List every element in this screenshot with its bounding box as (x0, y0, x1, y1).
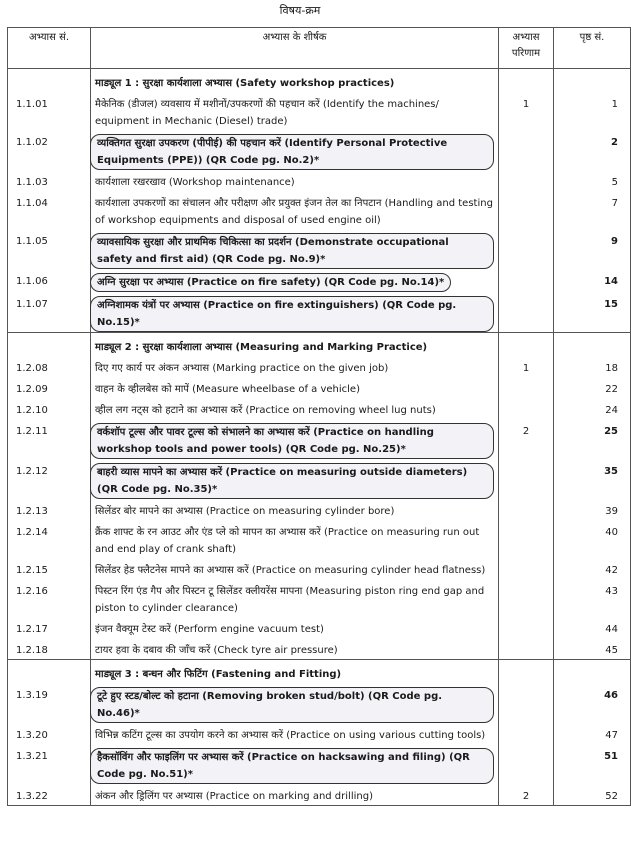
exercise-title (91, 499, 499, 520)
exercise-page: 18 (554, 356, 631, 377)
exercise-number: 1.1.02 (8, 130, 91, 170)
exercise-outcome (499, 229, 554, 269)
exercise-page: 14 (554, 269, 631, 292)
exercise-outcome (499, 377, 554, 398)
table-row (8, 558, 631, 579)
table-row (8, 356, 631, 377)
table-row (8, 130, 631, 170)
table-row (8, 579, 631, 617)
header-page-no: पृष्ठ सं. (554, 28, 631, 69)
module-row (8, 333, 631, 357)
exercise-number: 1.2.10 (8, 398, 91, 419)
exercise-title-text: दिए गए कार्य पर अंकन अभ्यास (Marking practice on the given job) (95, 363, 389, 374)
exercise-title (91, 292, 499, 333)
exercise-number: 1.1.06 (8, 269, 91, 292)
exercise-number: 1.3.21 (8, 744, 91, 784)
exercise-outcome: 1 (499, 92, 554, 130)
module-title: माड्यूल 2 : सुरक्षा कार्यशाला अभ्यास (Measuring and Marking Practice) (91, 333, 499, 357)
exercise-number: 1.1.04 (8, 191, 91, 229)
exercise-number: 1.2.14 (8, 520, 91, 558)
contents-body (8, 69, 631, 806)
table-row (8, 520, 631, 558)
exercise-page: 2 (554, 130, 631, 170)
module-title: माड्यूल 1 : सुरक्षा कार्यशाला अभ्यास (Safety workshop practices) (91, 69, 499, 93)
exercise-page: 5 (554, 170, 631, 191)
table-row (8, 170, 631, 191)
table-row (8, 398, 631, 419)
exercise-page: 9 (554, 229, 631, 269)
exercise-title-text: पिस्टन रिंग एंड गैप और पिस्टन टू सिलेंडर क्लीयरेंस मापना (Measuring piston ring end gap and piston to cylinder clearance) (95, 586, 485, 614)
exercise-page: 47 (554, 723, 631, 744)
exercise-title-text: मैकेनिक (डीजल) व्यवसाय में मशीनों/उपकरणों की पहचान करें (Identify the machines/ equipment in Mechanic (Diesel) trade) (95, 99, 439, 127)
header-row (8, 28, 631, 69)
table-row (8, 92, 631, 130)
exercise-title (91, 419, 499, 459)
exercise-outcome (499, 744, 554, 784)
table-row (8, 229, 631, 269)
exercise-number: 1.1.05 (8, 229, 91, 269)
exercise-number: 1.2.16 (8, 579, 91, 617)
exercise-page: 24 (554, 398, 631, 419)
page-title: विषय-क्रम (279, 4, 321, 17)
table-row (8, 191, 631, 229)
exercise-page: 43 (554, 579, 631, 617)
table-row (8, 499, 631, 520)
exercise-title (91, 638, 499, 660)
exercise-outcome (499, 558, 554, 579)
exercise-title-text: वाहन के व्हीलबेस को मापें (Measure wheelbase of a vehicle) (95, 384, 360, 395)
exercise-title (91, 683, 499, 723)
exercise-outcome (499, 398, 554, 419)
exercise-title-text: सिलेंडर बोर मापने का अभ्यास (Practice on measuring cylinder bore) (95, 506, 395, 517)
exercise-outcome (499, 269, 554, 292)
exercise-page: 40 (554, 520, 631, 558)
exercise-number: 1.3.20 (8, 723, 91, 744)
exercise-page: 22 (554, 377, 631, 398)
exercise-title-text: विभिन्न कटिंग टूल्स का उपयोग करने का अभ्यास करें (Practice on using various cutting tools) (95, 730, 486, 741)
exercise-page: 45 (554, 638, 631, 660)
exercise-page: 44 (554, 617, 631, 638)
exercise-title (91, 723, 499, 744)
header-outcome: अभ्यास परिणाम (499, 28, 554, 69)
exercise-title (91, 579, 499, 617)
exercise-title (91, 92, 499, 130)
exercise-title-text: कार्यशाला उपकरणों का संचालन और परीक्षण और प्रयुक्त इंजन तेल का निपटान (Handling and testing of workshop equipments and disposal of used engine oil) (95, 198, 493, 226)
exercise-title (91, 191, 499, 229)
exercise-number: 1.3.19 (8, 683, 91, 723)
exercise-title-text: क्रैंक शाफ्ट के रन आउट और एंड प्ले को मापन का अभ्यास करें (Practice on measuring run out and end play of crank shaft) (95, 527, 480, 555)
exercise-number: 1.1.07 (8, 292, 91, 333)
exercise-outcome (499, 459, 554, 499)
qr-highlighted-title: व्यावसायिक सुरक्षा और प्राथमिक चिकित्सा का प्रदर्शन (Demonstrate occupational safety and first aid) (QR Code pg. No.9)* (90, 233, 494, 269)
exercise-title-text: सिलेंडर हेड फ्लैटनेस मापने का अभ्यास करें (Practice on measuring cylinder head flatness) (95, 565, 486, 576)
exercise-number: 1.2.18 (8, 638, 91, 660)
table-row (8, 638, 631, 660)
exercise-outcome: 1 (499, 356, 554, 377)
table-row (8, 459, 631, 499)
exercise-page: 1 (554, 92, 631, 130)
exercise-outcome (499, 638, 554, 660)
exercise-title (91, 459, 499, 499)
exercise-title-text: इंजन वैक्यूम टेस्ट करें (Perform engine vacuum test) (95, 624, 324, 635)
table-row (8, 784, 631, 806)
table-row (8, 292, 631, 333)
qr-highlighted-title: हैकसॉविंग और फाइलिंग पर अभ्यास करें (Practice on hacksawing and filing) (QR Code pg. No.51)* (90, 748, 494, 784)
qr-highlighted-title: टूटे हुए स्टड/बोल्ट को हटाना (Removing broken stud/bolt) (QR Code pg. No.46)* (90, 687, 494, 723)
exercise-outcome: 2 (499, 419, 554, 459)
exercise-title (91, 130, 499, 170)
table-row (8, 419, 631, 459)
exercise-page: 15 (554, 292, 631, 333)
exercise-title-text: व्हील लग नट्स को हटाने का अभ्यास करें (Practice on removing wheel lug nuts) (95, 405, 436, 416)
exercise-page: 42 (554, 558, 631, 579)
table-row (8, 744, 631, 784)
exercise-title-text: टायर हवा के दबाव की जाँच करें (Check tyre air pressure) (95, 645, 338, 656)
exercise-outcome (499, 130, 554, 170)
header-exercise-title: अभ्यास के शीर्षक (91, 28, 499, 69)
exercise-outcome: 2 (499, 784, 554, 806)
qr-highlighted-title: बाहरी व्यास मापने का अभ्यास करें (Practice on measuring outside diameters) (QR Code pg. No.35)* (90, 463, 494, 499)
exercise-outcome (499, 292, 554, 333)
table-row (8, 723, 631, 744)
exercise-outcome (499, 723, 554, 744)
exercise-outcome (499, 520, 554, 558)
exercise-page: 25 (554, 419, 631, 459)
exercise-number: 1.1.01 (8, 92, 91, 130)
exercise-title (91, 558, 499, 579)
exercise-title (91, 398, 499, 419)
qr-highlighted-title: व्यक्तिगत सुरक्षा उपकरण (पीपीई) की पहचान करें (Identify Personal Protective Equipments (PPE)) (QR Code pg. No.2)* (90, 134, 494, 170)
module-row (8, 69, 631, 93)
exercise-number: 1.2.15 (8, 558, 91, 579)
table-row (8, 617, 631, 638)
exercise-outcome (499, 579, 554, 617)
exercise-title-text: कार्यशाला रखरखाव (Workshop maintenance) (95, 177, 295, 188)
exercise-title (91, 356, 499, 377)
exercise-outcome (499, 683, 554, 723)
exercise-number: 1.2.17 (8, 617, 91, 638)
exercise-number: 1.2.08 (8, 356, 91, 377)
table-row (8, 269, 631, 292)
exercise-page: 7 (554, 191, 631, 229)
exercise-title (91, 229, 499, 269)
exercise-title (91, 617, 499, 638)
table-row (8, 377, 631, 398)
exercise-page: 51 (554, 744, 631, 784)
exercise-title (91, 170, 499, 191)
exercise-title (91, 269, 499, 292)
exercise-number: 1.2.12 (8, 459, 91, 499)
contents-table (7, 27, 631, 806)
exercise-number: 1.2.11 (8, 419, 91, 459)
exercise-title-text: अंकन और ड्रिलिंग पर अभ्यास (Practice on marking and drilling) (95, 791, 373, 802)
exercise-outcome (499, 617, 554, 638)
qr-highlighted-title: वर्कशॉप टूल्स और पावर टूल्स को संभालने का अभ्यास करें (Practice on handling workshop tools and power tools) (QR Code pg. No.25)* (90, 423, 494, 459)
exercise-outcome (499, 170, 554, 191)
exercise-outcome (499, 499, 554, 520)
exercise-title (91, 744, 499, 784)
exercise-outcome (499, 191, 554, 229)
exercise-page: 46 (554, 683, 631, 723)
exercise-number: 1.3.22 (8, 784, 91, 806)
exercise-page: 39 (554, 499, 631, 520)
qr-highlighted-title: अग्नि सुरक्षा पर अभ्यास (Practice on fire safety) (QR Code pg. No.14)* (90, 273, 451, 292)
header-exercise-no: अभ्यास सं. (8, 28, 91, 69)
exercise-number: 1.2.09 (8, 377, 91, 398)
exercise-title (91, 377, 499, 398)
exercise-number: 1.1.03 (8, 170, 91, 191)
qr-highlighted-title: अग्निशामक यंत्रों पर अभ्यास (Practice on fire extinguishers) (QR Code pg. No.15)* (90, 296, 494, 332)
module-row (8, 660, 631, 684)
exercise-title (91, 520, 499, 558)
exercise-number: 1.2.13 (8, 499, 91, 520)
exercise-page: 35 (554, 459, 631, 499)
table-row (8, 683, 631, 723)
exercise-title (91, 784, 499, 806)
module-title: माड्यूल 3 : बन्धन और फिटिंग (Fastening and Fitting) (91, 660, 499, 684)
exercise-page: 52 (554, 784, 631, 806)
